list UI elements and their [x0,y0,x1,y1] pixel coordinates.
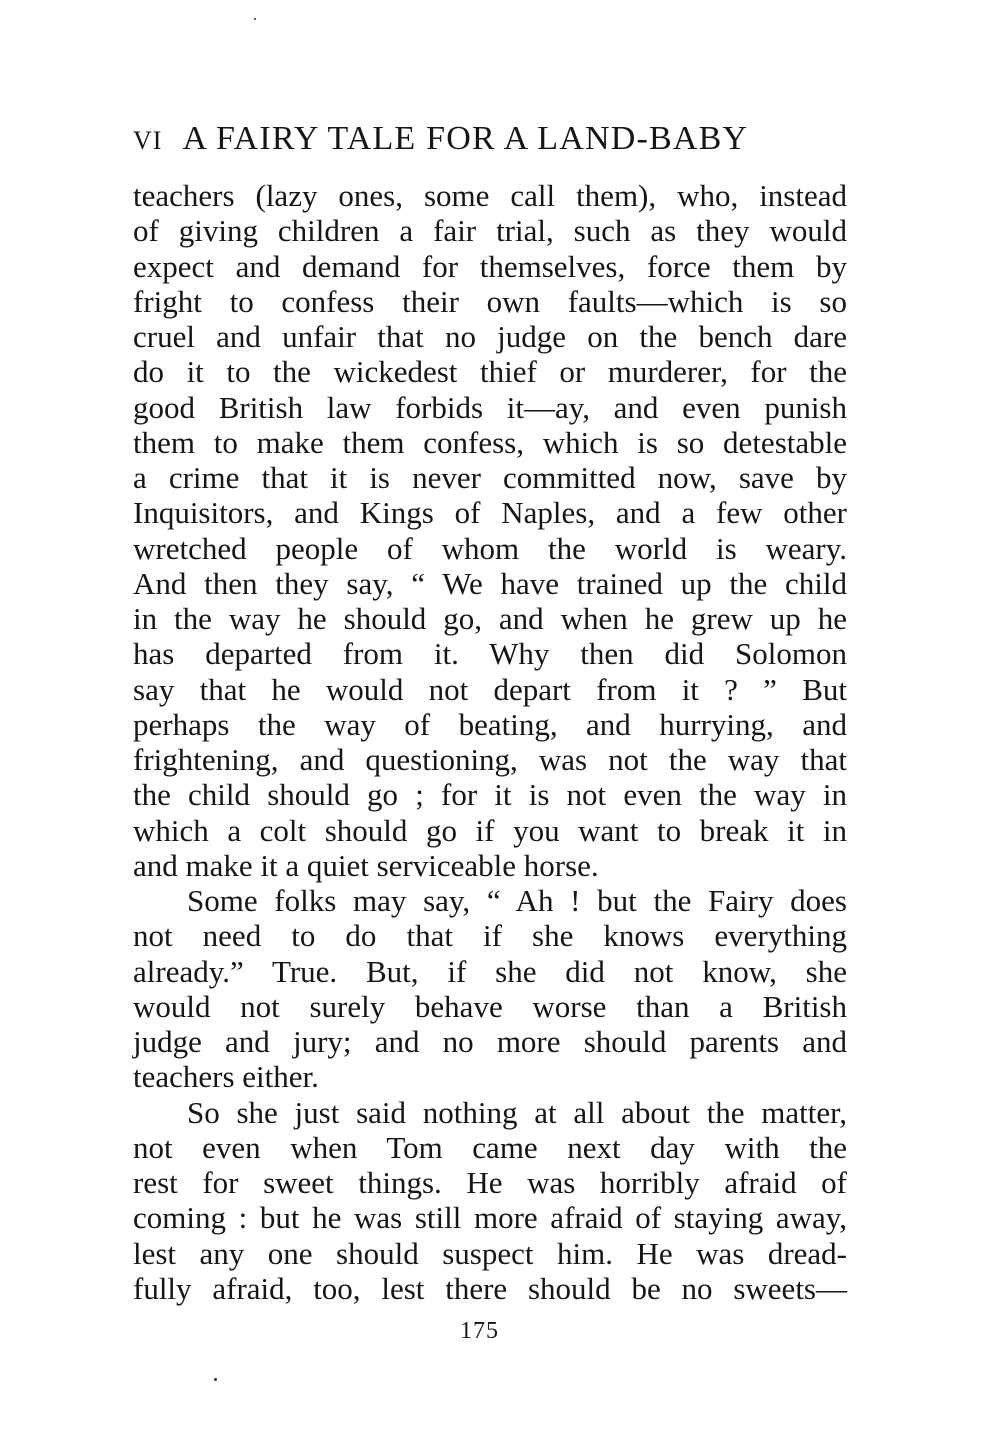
text-line: in the way he should go, and when he grew up he [133,601,847,636]
paragraph [133,178,847,883]
text-line: of giving children a fair trial, such as they would [133,213,847,249]
text-line: wretched people of whom the world is weary. [133,530,847,566]
text-line: rest for sweet things. He was horribly afraid of [133,1165,847,1200]
text-line: teachers (lazy ones, some call them), who, instead [133,178,847,213]
text-line: coming : but he was still more afraid of staying away, [133,1200,847,1236]
running-title: A FAIRY TALE FOR A LAND-BABY [182,120,749,157]
text-line: teachers either. [133,1059,319,1095]
text-line: a crime that it is never committed now, save by [133,460,847,495]
text-line: say that he would not depart from it ? ” But [133,671,847,707]
text-line: not even when Tom came next day with the [133,1129,847,1165]
text-line: already.” True. But, if she did not know, she [133,953,847,989]
text-line: the child should go ; for it is not even the way in [133,777,847,813]
text-line: fully afraid, too, lest there should be no sweets— [133,1270,847,1306]
paragraph [133,883,847,1095]
text-line: lest any one should suspect him. He was dread- [133,1235,847,1271]
scan-speck [214,1378,217,1381]
text-line: which a colt should go if you want to break it in [133,812,847,848]
text-line: not need to do that if she knows everything [133,918,847,954]
body-text [133,178,847,1306]
text-line: So she just said nothing at all about the matter, [187,1094,847,1130]
scan-speck [254,18,256,20]
chapter-numeral: VI [133,126,163,155]
text-line: Inquisitors, and Kings of Naples, and a few other [133,495,847,531]
text-line: judge and jury; and no more should parents and [133,1024,847,1059]
text-line: perhaps the way of beating, and hurrying, and [133,706,847,742]
text-line: would not surely behave worse than a British [133,988,847,1024]
page-number: 175 [460,1318,499,1344]
text-line: expect and demand for themselves, force them by [133,248,847,284]
text-line: and make it a quiet serviceable horse. [133,847,599,883]
text-line: Some folks may say, “ Ah ! but the Fairy does [187,883,847,918]
text-line: frightening, and questioning, was not the way that [133,742,847,777]
text-line: has departed from it. Why then did Solomon [133,636,847,672]
text-line: good British law forbids it—ay, and even punish [133,389,847,425]
text-line: And then they say, “ We have trained up the child [133,565,847,601]
running-header [133,114,853,164]
text-line: cruel and unfair that no judge on the bench dare [133,319,847,354]
text-line: do it to the wickedest thief or murderer, for the [133,354,847,390]
paragraph [133,1095,847,1307]
text-line: fright to confess their own faults—which is so [133,283,847,319]
text-line: them to make them confess, which is so detestable [133,424,847,460]
